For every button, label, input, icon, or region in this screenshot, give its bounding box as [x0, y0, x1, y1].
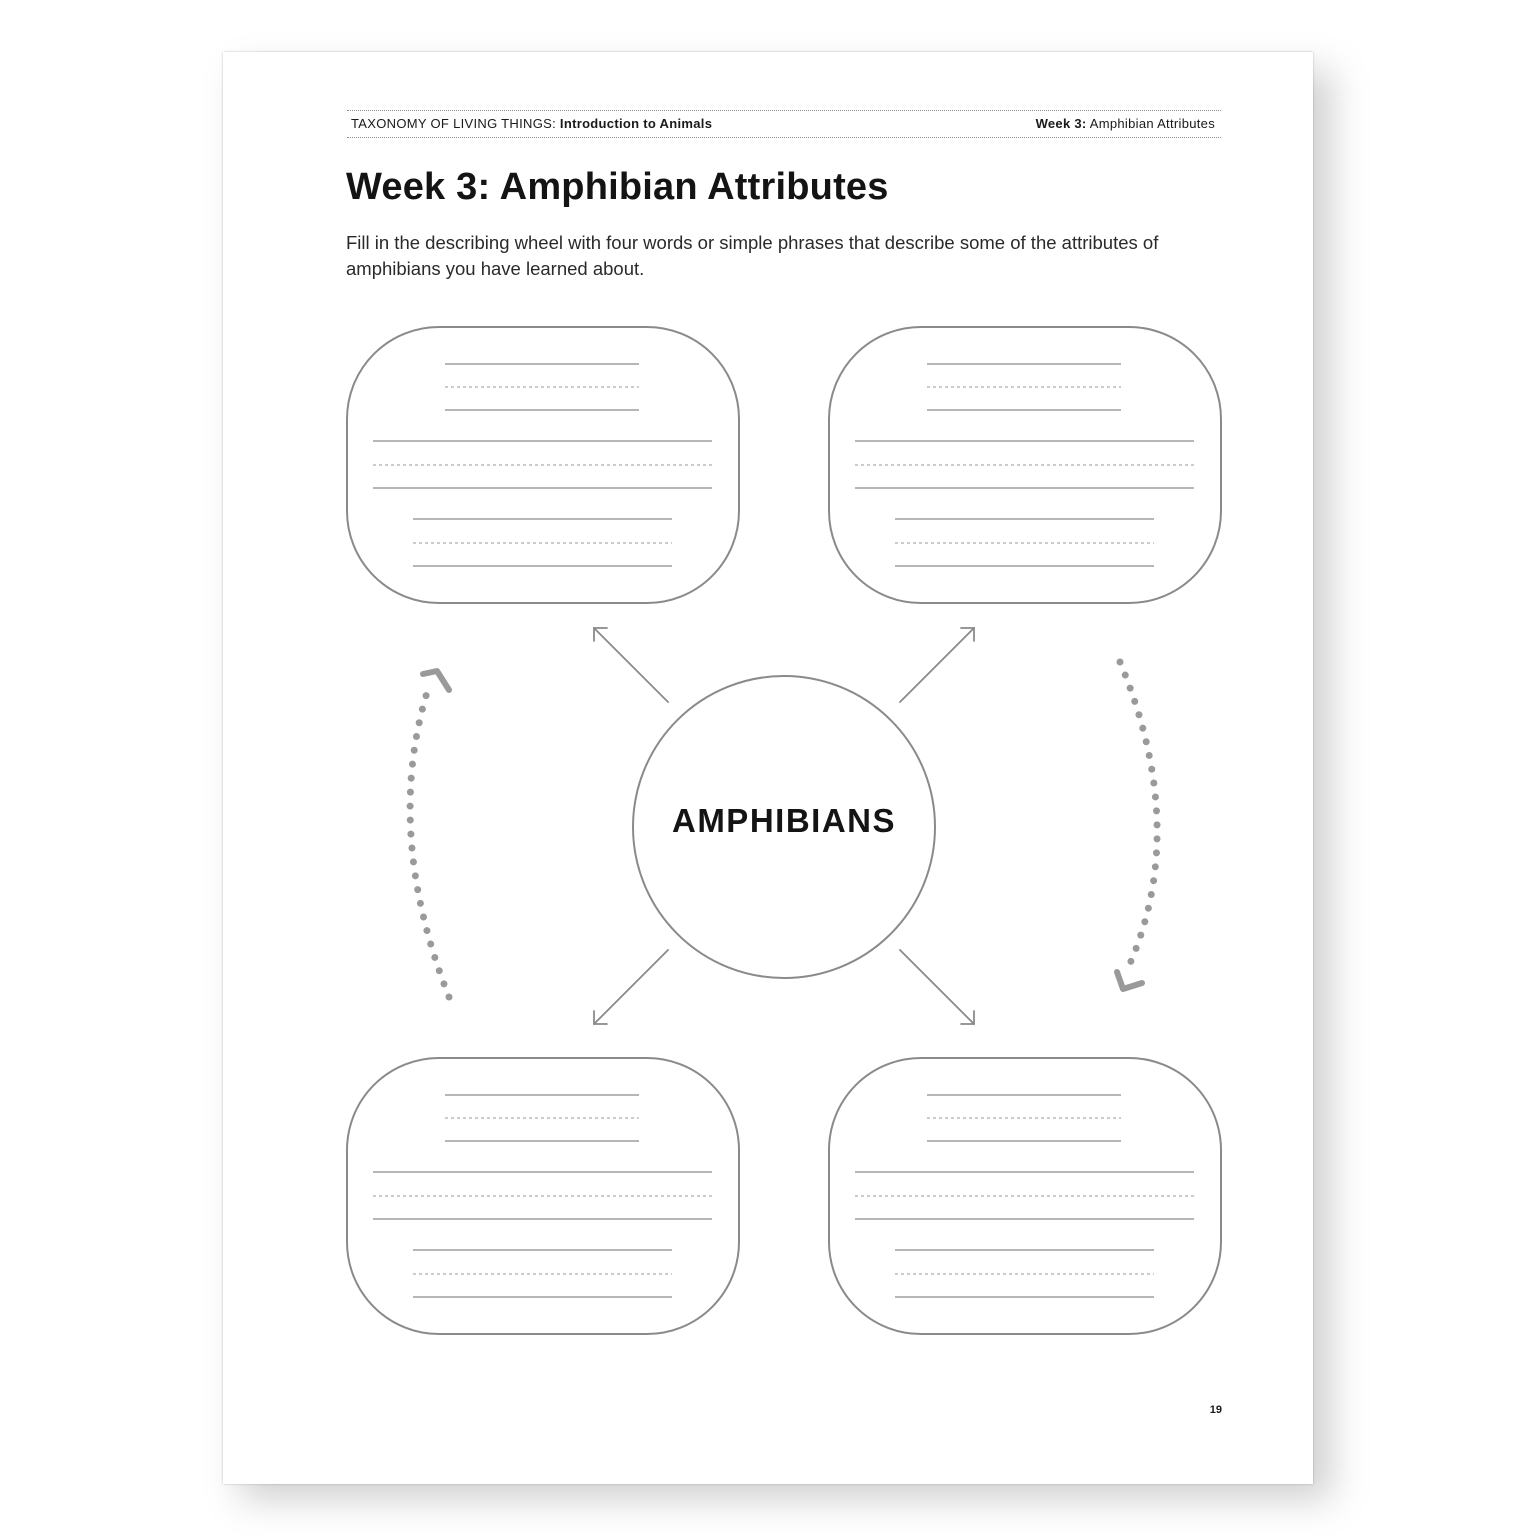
center-label: AMPHIBIANS: [671, 802, 896, 839]
arrow-top-right-icon: [900, 628, 974, 702]
arrow-top-left-icon: [594, 628, 668, 702]
attribute-box-bottom-right[interactable]: [829, 1058, 1221, 1334]
header-topic: Amphibian Attributes: [1089, 116, 1215, 131]
attribute-box-top-left[interactable]: [347, 327, 739, 603]
arrow-bottom-right-icon: [900, 950, 974, 1024]
page-number: 19: [1209, 1404, 1222, 1416]
page-title: Week 3: Amphibian Attributes: [346, 166, 889, 208]
arrow-bottom-left-icon: [594, 950, 668, 1024]
attribute-box-top-right[interactable]: [829, 327, 1221, 603]
header-unit: Introduction to Animals: [559, 116, 713, 131]
header-series: TAXONOMY OF LIVING THINGS:: [351, 116, 556, 131]
dotted-arrow-left-icon: [410, 671, 449, 997]
dotted-arrow-right-icon: [1117, 662, 1157, 989]
attribute-box-bottom-left[interactable]: [347, 1058, 739, 1334]
instructions-text: Fill in the describing wheel with four words or simple phrases that describe some of the attributes of amphibians you have learned about.: [346, 232, 1159, 279]
header-week: Week 3:: [1035, 116, 1087, 131]
